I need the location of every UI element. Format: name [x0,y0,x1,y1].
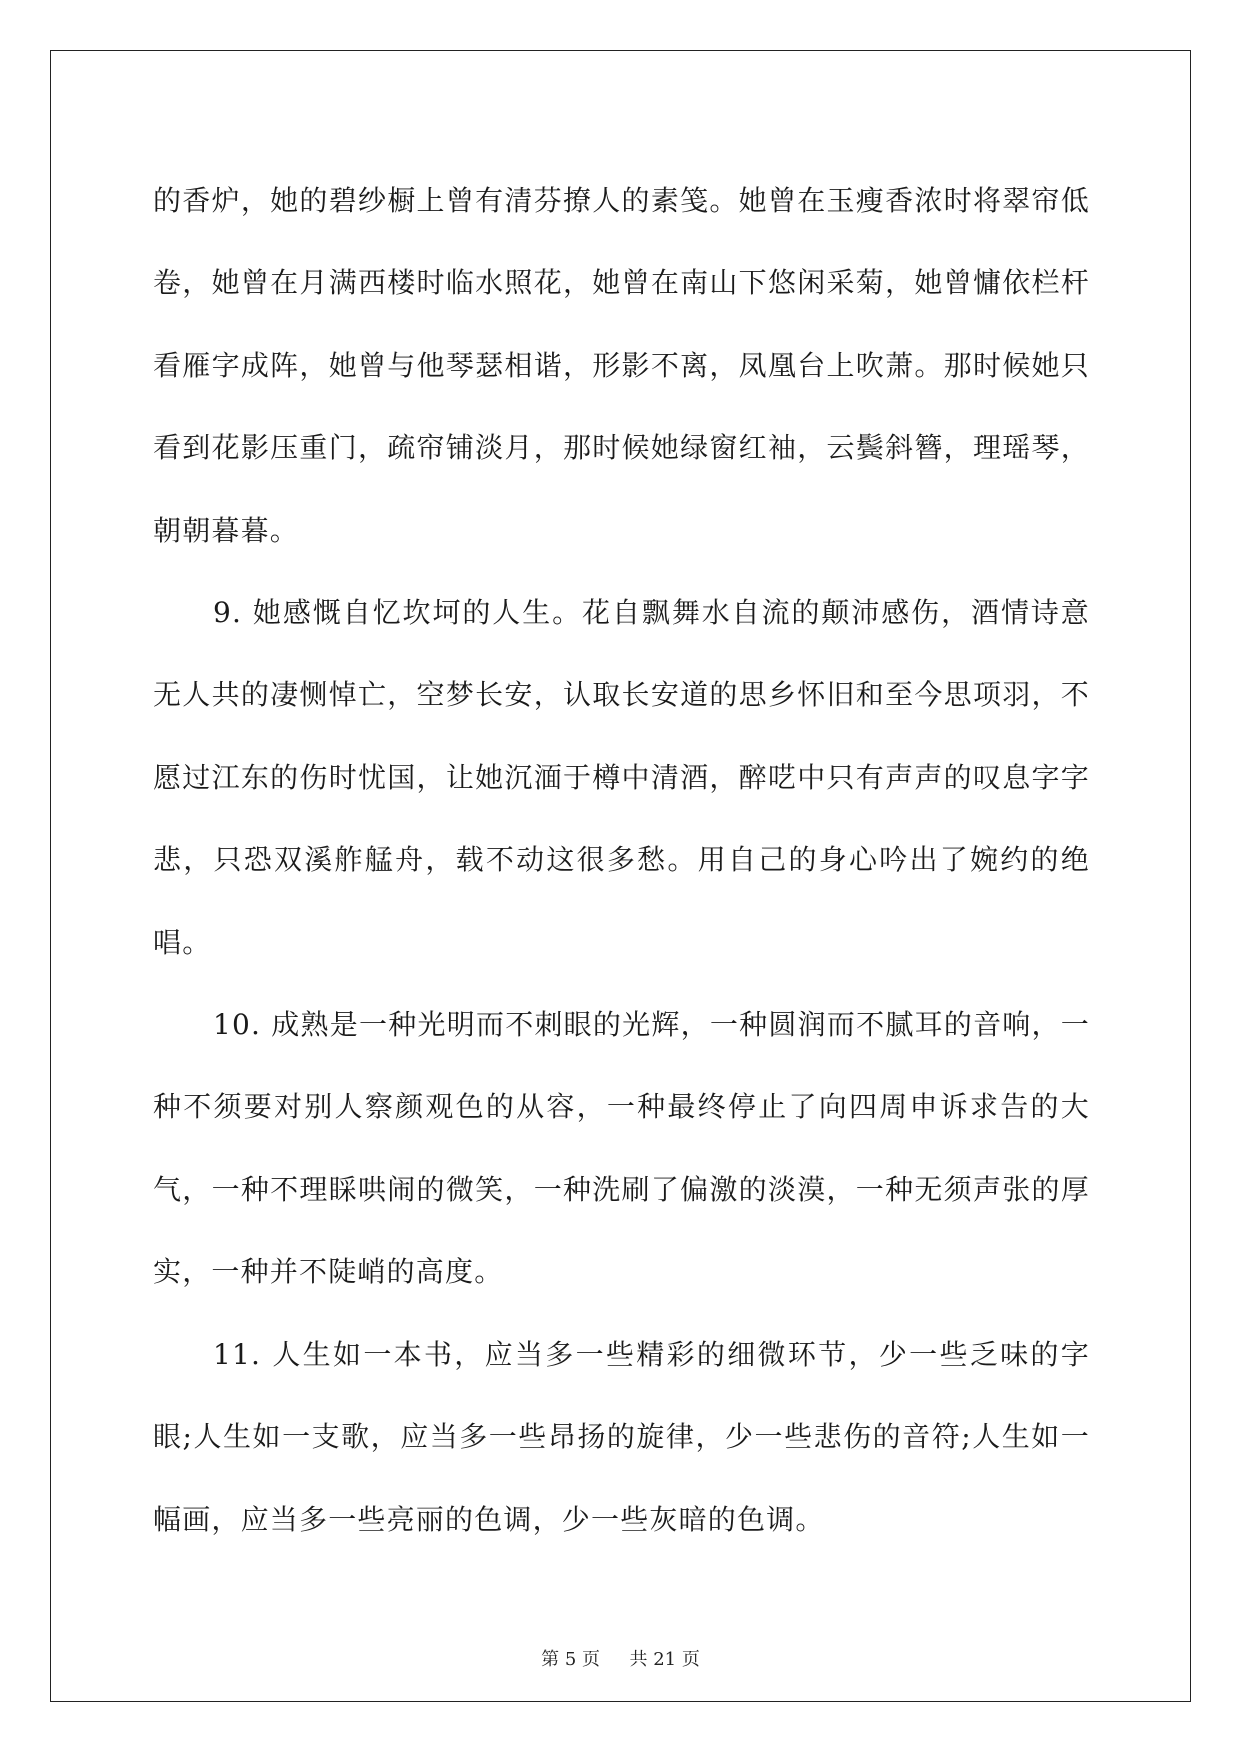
page-footer [0,1645,1241,1671]
page-number: 第 5 页 [541,1649,601,1670]
paragraph-10: 10. 成熟是一种光明而不刺眼的光辉，一种圆润而不腻耳的音响，一种不须要对别人察颜观色的从容，一种最终停止了向四周申诉求告的大气，一种不理睬哄闹的微笑，一种洗刷了偏激的淡漠，一种无须声张的厚实，一种并不陡峭的高度。 [153,1008,1090,1289]
page-total: 共 21 页 [629,1649,700,1670]
paragraph-9: 9. 她感慨自忆坎坷的人生。花自飘舞水自流的颠沛感伤，酒情诗意无人共的凄恻悼亡，空梦长安，认取长安道的思乡怀旧和至今思项羽，不愿过江东的伤时忧国，让她沉湎于樽中清酒，醉呓中只有声声的叹息字字悲，只恐双溪舴艋舟，载不动这很多愁。用自己的身心吟出了婉约的绝唱。 [153,596,1090,959]
paragraph-continued: 的香炉，她的碧纱橱上曾有清芬撩人的素笺。她曾在玉瘦香浓时将翠帘低卷，她曾在月满西楼时临水照花，她曾在南山下悠闲采菊，她曾慵依栏杆看雁字成阵，她曾与他琴瑟相谐，形影不离，凤凰台上吹萧。那时候她只看到花影压重门，疏帘铺淡月，那时候她绿窗红袖，云鬓斜簪，理瑶琴，朝朝暮暮。 [153,184,1090,547]
document-body [153,160,1090,1561]
paragraph-11: 11. 人生如一本书，应当多一些精彩的细微环节，少一些乏味的字眼;人生如一支歌，应当多一些昂扬的旋律，少一些悲伤的音符;人生如一幅画，应当多一些亮丽的色调，少一些灰暗的色调。 [153,1337,1090,1536]
